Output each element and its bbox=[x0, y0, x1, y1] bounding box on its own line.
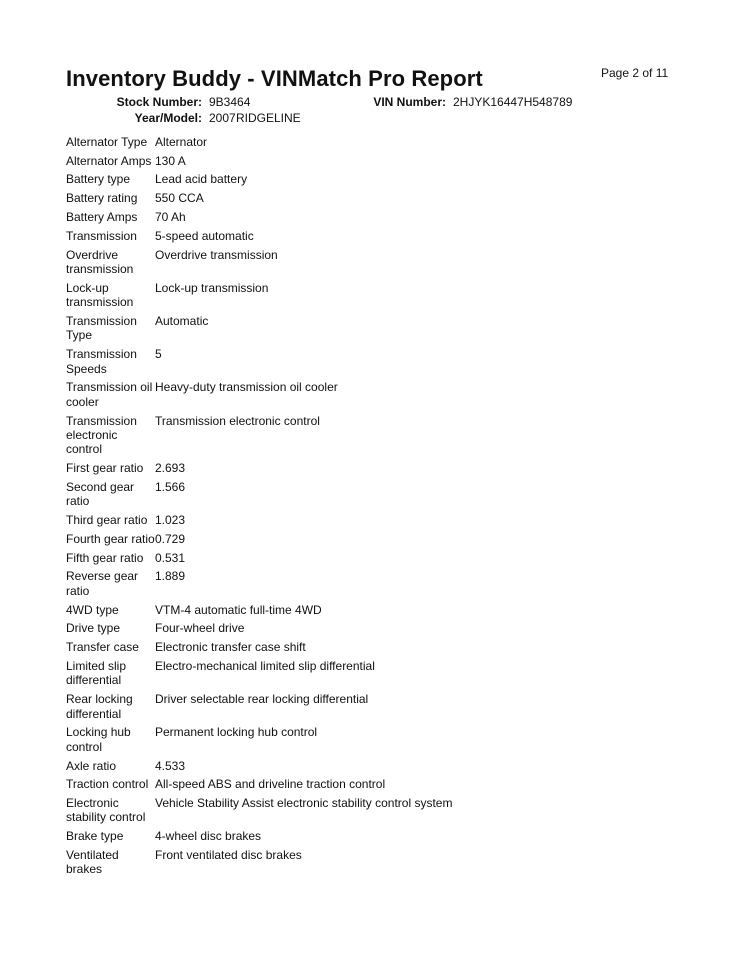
spec-label: Electronic stability control bbox=[66, 796, 146, 825]
spec-row bbox=[66, 530, 452, 549]
spec-label: 4WD type bbox=[66, 602, 119, 617]
spec-label: Transfer case bbox=[66, 640, 139, 655]
spec-row bbox=[66, 691, 452, 724]
spec-label: Transmission electronic control bbox=[66, 413, 137, 456]
spec-value: Electro-mechanical limited slip differential bbox=[155, 659, 375, 674]
spec-row bbox=[66, 412, 452, 459]
spec-label: Reverse gear ratio bbox=[66, 569, 139, 598]
spec-value: 0.531 bbox=[155, 550, 186, 565]
spec-label: Transmission oil cooler bbox=[66, 380, 153, 409]
spec-row bbox=[66, 511, 452, 530]
vin-number-value: 2HJYK16447H548789 bbox=[453, 95, 573, 109]
spec-table bbox=[66, 133, 452, 880]
spec-value: All-speed ABS and driveline traction control bbox=[155, 777, 386, 792]
spec-value: Four-wheel drive bbox=[155, 621, 245, 636]
spec-value: 550 CCA bbox=[155, 191, 204, 206]
spec-value: Vehicle Stability Assist electronic stability control system bbox=[155, 796, 453, 811]
spec-label: Locking hub control bbox=[66, 725, 131, 754]
spec-label: Battery Amps bbox=[66, 210, 138, 225]
spec-row bbox=[66, 190, 452, 209]
spec-label: Transmission Type bbox=[66, 314, 137, 343]
spec-row bbox=[66, 279, 452, 312]
spec-row bbox=[66, 828, 452, 847]
spec-row bbox=[66, 459, 452, 478]
spec-label: Transmission Speeds bbox=[66, 347, 137, 376]
spec-label: Rear locking differential bbox=[66, 692, 133, 721]
spec-row bbox=[66, 757, 452, 776]
spec-value: Permanent locking hub control bbox=[155, 725, 318, 740]
spec-value: 5-speed automatic bbox=[155, 229, 254, 244]
spec-value: 4-wheel disc brakes bbox=[155, 829, 262, 844]
spec-label: Alternator Amps bbox=[66, 153, 152, 168]
spec-row bbox=[66, 313, 452, 346]
vin-number-label: VIN Number: bbox=[373, 95, 446, 109]
spec-row bbox=[66, 601, 452, 620]
spec-row bbox=[66, 549, 452, 568]
spec-row bbox=[66, 795, 452, 828]
spec-value: Lock-up transmission bbox=[155, 281, 269, 296]
spec-row bbox=[66, 776, 452, 795]
spec-label: First gear ratio bbox=[66, 460, 144, 475]
spec-value: Heavy-duty transmission oil cooler bbox=[155, 380, 338, 395]
spec-row bbox=[66, 568, 452, 601]
spec-row bbox=[66, 171, 452, 190]
spec-label: Alternator Type bbox=[66, 134, 148, 149]
spec-label: Lock-up transmission bbox=[66, 281, 134, 310]
year-value: 2007 bbox=[209, 111, 236, 125]
report-title: Inventory Buddy - VINMatch Pro Report bbox=[66, 66, 483, 91]
spec-value: Electronic transfer case shift bbox=[155, 640, 306, 655]
spec-value: 0.729 bbox=[155, 531, 186, 546]
spec-value: 130 A bbox=[155, 153, 186, 168]
spec-label: Fifth gear ratio bbox=[66, 550, 144, 565]
spec-row bbox=[66, 639, 452, 658]
year-model-label: Year/Model: bbox=[134, 111, 202, 125]
spec-value: 1.566 bbox=[155, 479, 186, 494]
spec-label: Battery rating bbox=[66, 191, 138, 206]
spec-value: 1.889 bbox=[155, 569, 186, 584]
spec-value: 4.533 bbox=[155, 758, 186, 773]
model-value: RIDGELINE bbox=[236, 111, 301, 125]
spec-value: 5 bbox=[155, 347, 162, 362]
spec-row bbox=[66, 620, 452, 639]
spec-label: Overdrive transmission bbox=[66, 248, 134, 277]
spec-value: Front ventilated disc brakes bbox=[155, 848, 302, 863]
spec-value: 1.023 bbox=[155, 512, 186, 527]
spec-row bbox=[66, 847, 452, 880]
spec-value: 70 Ah bbox=[155, 210, 186, 225]
spec-row bbox=[66, 227, 452, 246]
spec-label: Second gear ratio bbox=[66, 479, 135, 508]
spec-value: Transmission electronic control bbox=[155, 413, 320, 428]
spec-label: Ventilated brakes bbox=[66, 848, 119, 877]
spec-row bbox=[66, 133, 452, 152]
spec-row bbox=[66, 478, 452, 511]
spec-value: VTM-4 automatic full-time 4WD bbox=[155, 602, 322, 617]
stock-number-label: Stock Number: bbox=[116, 95, 202, 109]
spec-label: Brake type bbox=[66, 829, 124, 844]
spec-label: Fourth gear ratio bbox=[66, 531, 155, 546]
spec-value: Overdrive transmission bbox=[155, 248, 278, 263]
spec-row bbox=[66, 346, 452, 379]
spec-value: Driver selectable rear locking differential bbox=[155, 692, 369, 707]
spec-label: Battery type bbox=[66, 172, 131, 187]
spec-value: 2.693 bbox=[155, 460, 186, 475]
spec-value: Automatic bbox=[155, 314, 209, 329]
spec-row bbox=[66, 152, 452, 171]
spec-row bbox=[66, 209, 452, 228]
spec-row bbox=[66, 246, 452, 279]
spec-label: Drive type bbox=[66, 621, 121, 636]
page-number: Page 2 of 11 bbox=[601, 66, 669, 80]
spec-row bbox=[66, 379, 452, 412]
spec-row bbox=[66, 658, 452, 691]
spec-label: Limited slip differential bbox=[66, 659, 127, 688]
spec-row bbox=[66, 724, 452, 757]
stock-number-value: 9B3464 bbox=[209, 95, 251, 109]
spec-label: Transmission bbox=[66, 229, 137, 244]
spec-label: Traction control bbox=[66, 777, 149, 792]
spec-value: Alternator bbox=[155, 134, 208, 149]
spec-label: Third gear ratio bbox=[66, 512, 148, 527]
spec-label: Axle ratio bbox=[66, 758, 117, 773]
spec-value: Lead acid battery bbox=[155, 172, 248, 187]
